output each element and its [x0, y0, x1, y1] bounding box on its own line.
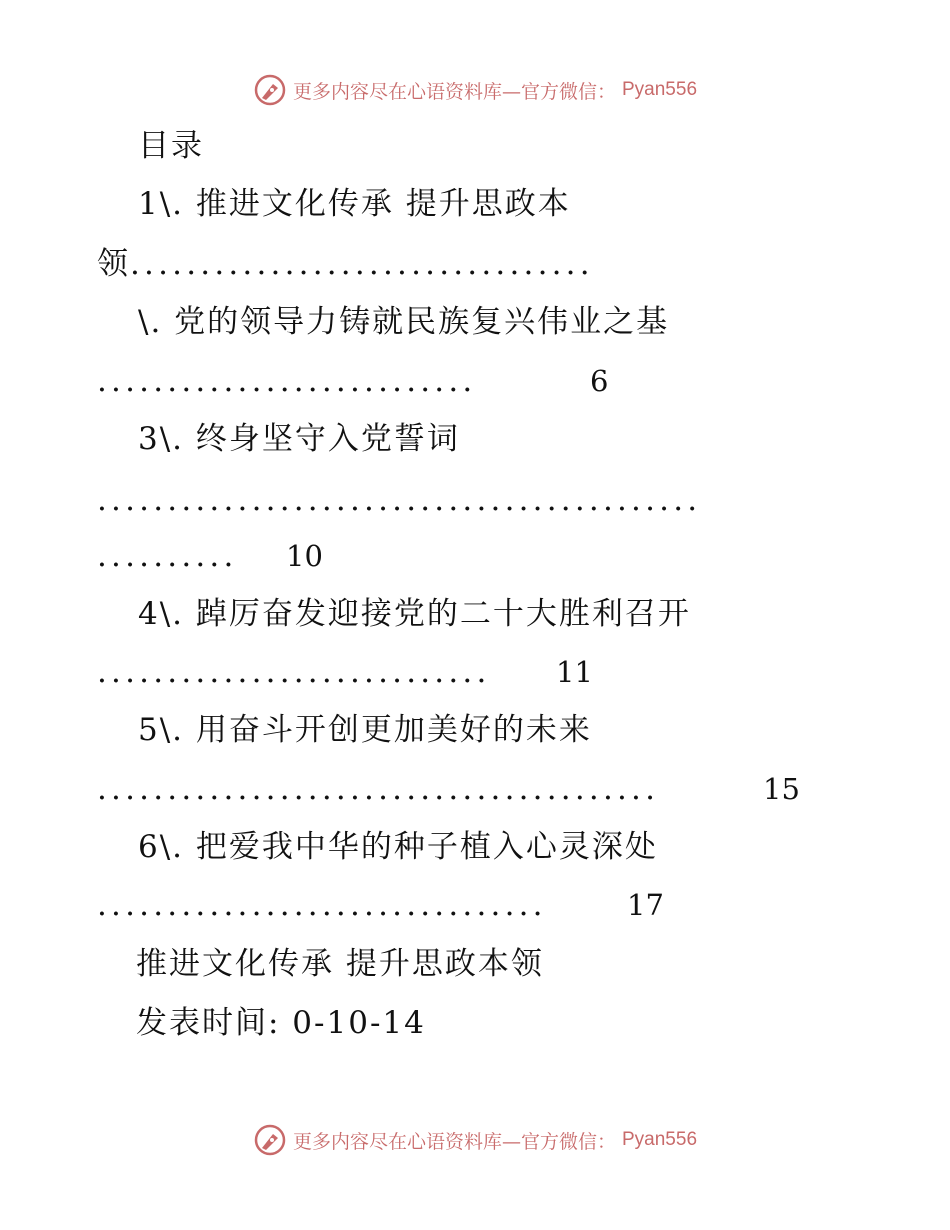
toc-entry-3-page[interactable]: 10 — [286, 539, 323, 573]
toc-entry-6-leader: ................................ — [97, 887, 547, 923]
toc-entry-4-title[interactable]: 4\. 踔厉奋发迎接党的二十大胜利召开 — [138, 596, 691, 632]
toc-entry-3-leader: ........................................... — [97, 482, 702, 518]
toc-entry-3-leader-cont: .......... — [97, 538, 238, 574]
toc-entry-1-title[interactable]: 1\. 推进文化传承 提升思政本 — [138, 186, 571, 222]
toc-entry-4-leader: ............................ — [97, 654, 491, 690]
toc-entry-2-title[interactable]: \. 党的领导力铸就民族复兴伟业之基 — [138, 304, 670, 340]
toc-entry-6-title[interactable]: 6\. 把爱我中华的种子植入心灵深处 — [138, 829, 658, 865]
toc-entry-5-title[interactable]: 5\. 用奋斗开创更加美好的未来 — [138, 712, 592, 748]
toc-entry-3-title[interactable]: 3\. 终身坚守入党誓词 — [138, 421, 460, 457]
banner-text: 更多内容尽在心语资料库—官方微信： — [292, 1130, 616, 1153]
toc-entry-1-leader: ................................. — [130, 246, 594, 282]
article-title: 推进文化传承 提升思政本领 — [136, 946, 544, 982]
banner-wechat-id: Pyan556 — [622, 1129, 698, 1150]
toc-entry-5-leader: ........................................ — [97, 771, 660, 807]
banner-wechat-id: Pyan556 — [622, 79, 698, 100]
article-published-date: 发表时间: 0-10-14 — [136, 1005, 426, 1041]
toc-entry-2-leader: ........................... — [97, 363, 477, 399]
pen-nib-logo-icon — [253, 1123, 287, 1157]
banner-text: 更多内容尽在心语资料库—官方微信： — [292, 80, 616, 103]
pen-nib-logo-icon — [253, 73, 287, 107]
toc-entry-5-page[interactable]: 15 — [763, 772, 800, 806]
toc-entry-6-page[interactable]: 17 — [627, 888, 664, 922]
toc-entry-4-page[interactable]: 11 — [556, 655, 593, 689]
toc-entry-2-page[interactable]: 6 — [590, 364, 609, 398]
top-watermark-banner — [0, 70, 950, 110]
toc-title: 目录 — [138, 128, 204, 164]
toc-entry-1-title-cont[interactable]: 领 — [97, 246, 130, 282]
bottom-watermark-banner — [0, 1120, 950, 1160]
